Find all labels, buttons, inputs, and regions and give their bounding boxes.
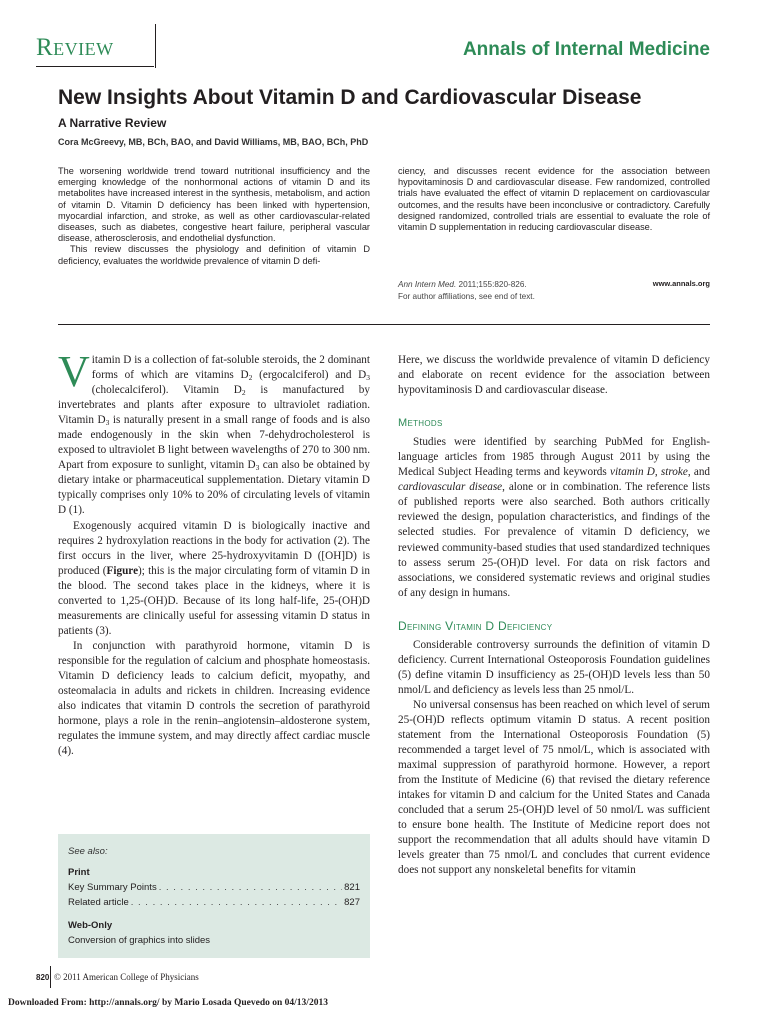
text-run: itamin D is a collection of fat-soluble steroids, the 2 dominant forms of which are vitamins D <box>91 354 370 382</box>
journal-name: Annals of Internal Medicine <box>462 39 710 60</box>
subscript: 2 <box>241 388 246 398</box>
text-run: is manufactured by invertebrates and plants after exposure to ultraviolet radiation. Vitamin D <box>58 384 370 427</box>
citation-detail: 2011;155:820-826. <box>456 280 527 289</box>
link-label: Key Summary Points <box>68 882 157 893</box>
figure-link[interactable]: Figure <box>106 564 139 577</box>
link-label: Related article <box>68 897 129 908</box>
text-run: (cholecalciferol). Vitamin D <box>91 384 242 397</box>
subscript: 3 <box>366 373 371 383</box>
abstract-paragraph: The worsening worldwide trend toward nutritional insufficiency and the emerging knowledge of the nonhormonal actions of vitamin D and its metabolites have increased interest in the synthesis, metabolism, and action of vitamin D. Vitamin D deficiency has been linked with hypertension, myocardial infarction, and stroke, as well as other cardiovascular-related diseases, such as diabetes, congestive heart failure, peripheral vascular disease, atherosclerosis, and endothelial dysfunction. <box>58 166 370 244</box>
body-paragraph <box>398 435 710 601</box>
text-run: , <box>654 466 661 479</box>
download-notice: Downloaded From: http://annals.org/ by Mario Losada Quevedo on 04/13/2013 <box>8 998 328 1008</box>
drop-cap: V <box>58 347 90 396</box>
abstract-left-column <box>58 166 370 267</box>
affiliations-note: For author affiliations, see end of text. <box>398 292 535 301</box>
see-also-title: See also: <box>68 846 108 857</box>
section-heading-defining-deficiency: Defining Vitamin D Deficiency <box>398 618 553 633</box>
body-paragraph: Here, we discuss the worldwide prevalence of vitamin D deficiency and elaborate on recent evidence for the association between hypovitaminosis D and cardiovascular disease. <box>398 354 710 397</box>
subscript: 2 <box>248 373 253 383</box>
keyword: vitamin D <box>609 466 655 479</box>
subscript: 3 <box>105 418 110 428</box>
see-also-box <box>58 834 370 958</box>
keyword: cardiovascular disease <box>398 481 503 494</box>
text-run: ); this is the major circulating form of vitamin D in the blood. The second takes place in the kidneys, where it is converted to 1,25-(OH)D. Because of its long half-life, 25-(OH)D measurements are clinically useful for assessing vitamin D status in patients (3). <box>58 564 370 637</box>
header-rule <box>36 66 154 67</box>
link-page: 827 <box>344 897 360 908</box>
page-number: 820 <box>36 973 50 982</box>
body-right-column <box>398 353 710 879</box>
text-run: can also be obtained by dietary intake or pharmaceutical supplementation. Dietary vitamin D typically comprises only 10% to 20% of circulating levels of vitamin D (1). <box>58 459 370 517</box>
body-paragraph: Considerable controversy surrounds the definition of vitamin D deficiency. Current International Osteoporosis Foundation guidelines (5) define vitamin D insufficiency as 25-(OH)D levels less than 50 nmol/L and deficiency as levels less than 25 nmol/L. <box>398 638 710 696</box>
text-run: is naturally present in a small range of foods and is also made endogenously in the skin when 7-dehydrocholesterol is exposed to ultraviolet B light between wavelengths of 270 to 300 nm. Apart from exposure to sunlight, vitamin D <box>58 414 370 472</box>
citation-journal: Ann Intern Med. <box>398 280 457 289</box>
leader-dots <box>131 895 342 910</box>
subscript: 3 <box>255 463 260 473</box>
text-run: Exogenously acquired vitamin D is biologically inactive and requires 2 hydroxylation reactions in the body for activation (2). The first occurs in the liver, where 25-hydroxyvitamin D ([OH]D) is produced ( <box>58 519 370 577</box>
section-heading-methods: Methods <box>398 417 443 430</box>
see-also-link-slides[interactable] <box>68 933 360 948</box>
see-also-link-key-summary[interactable] <box>68 880 360 895</box>
body-paragraph: In conjunction with parathyroid hormone, vitamin D is responsible for the regulation of calcium and phosphate homeostasis. Vitamin D deficiency leads to calcium deficit, myopathy, and osteomalacia in adults and rickets in children. Increasing evidence also indicates that vitamin D controls the secretion of parathyroid hormone, plays a role in the renin–angiotensin–aldosterone system, regulates the immune system, and may directly affect cardiac muscle (4). <box>58 639 370 758</box>
body-left-column <box>58 347 371 759</box>
body-paragraph <box>58 519 370 639</box>
abstract-paragraph: ciency, and discusses recent evidence for the association between hypovitaminosis D and cardiovascular disease. Few randomized, controlled trials have evaluated the effect of vitamin D replacement on cardiovascular outcomes, and the results have been inconclusive or contradictory. Carefully designed randomized, controlled trials are essential to evaluate the role of vitamin D supplementation in reducing cardiovascular disease. <box>398 166 710 233</box>
journal-url[interactable]: www.annals.org <box>652 279 710 288</box>
abstract-divider <box>58 324 710 325</box>
link-page: 821 <box>344 882 360 893</box>
text-run: , and <box>687 466 711 479</box>
web-only-heading: Web-Only <box>68 920 113 931</box>
footer-divider <box>50 966 51 988</box>
header-divider <box>155 24 156 68</box>
copyright-notice: © 2011 American College of Physicians <box>54 972 199 982</box>
article-subtitle: A Narrative Review <box>58 116 167 130</box>
see-also-link-related-article[interactable] <box>68 895 360 910</box>
section-label: Review <box>36 34 114 61</box>
text-run: Studies were identified by searching PubMed for English-language articles from 1985 through August 2011 by using the Medical Subject Heading terms and keywords <box>398 436 710 479</box>
abstract-paragraph: This review discusses the physiology and definition of vitamin D deficiency, evaluates the worldwide prevalence of vitamin D defi- <box>58 244 370 266</box>
body-paragraph <box>58 347 371 519</box>
leader-dots <box>159 880 342 895</box>
print-heading: Print <box>68 867 90 878</box>
text-run: (ergocalciferol) and D <box>252 369 367 382</box>
article-authors: Cora McGreevy, MB, BCh, BAO, and David Williams, MB, BAO, BCh, PhD <box>58 137 369 147</box>
abstract-right-column <box>398 166 710 233</box>
keyword: stroke <box>660 466 688 479</box>
link-label: Conversion of graphics into slides <box>68 935 211 946</box>
article-title: New Insights About Vitamin D and Cardiovascular Disease <box>58 86 642 109</box>
body-paragraph: No universal consensus has been reached on which level of serum 25-(OH)D reflects optimum vitamin D status. A recent position statement from the International Osteoporosis Foundation (5) recommended a target level of 75 nmol/L, which is associated with maximal suppression of parathyroid hormone. However, a report from the Institute of Medicine (6) that revised the dietary reference intakes for vitamin D and calcium for the United States and Canada concluded that a serum 25-(OH)D level of 50 nmol/L was sufficient to ensure bone health. The Institute of Medicine report does not support the recommendation that all adults should have vitamin D levels greater than 75 nmol/L and concludes that current evidence does not support any nonskeletal benefits for vitamin <box>398 698 710 877</box>
text-run: , alone or in combination. The reference lists of published reports were also searched. Both authors critically reviewed the design, population characteristics, and findings of the selected studies. For prevalence of vitamin D deficiency, we reviewed community-based studies that used standardized techniques to assess serum 25-(OH)D level. For data on risk factors and associations, we considered systematic reviews and original studies of any design in humans. <box>398 481 710 599</box>
